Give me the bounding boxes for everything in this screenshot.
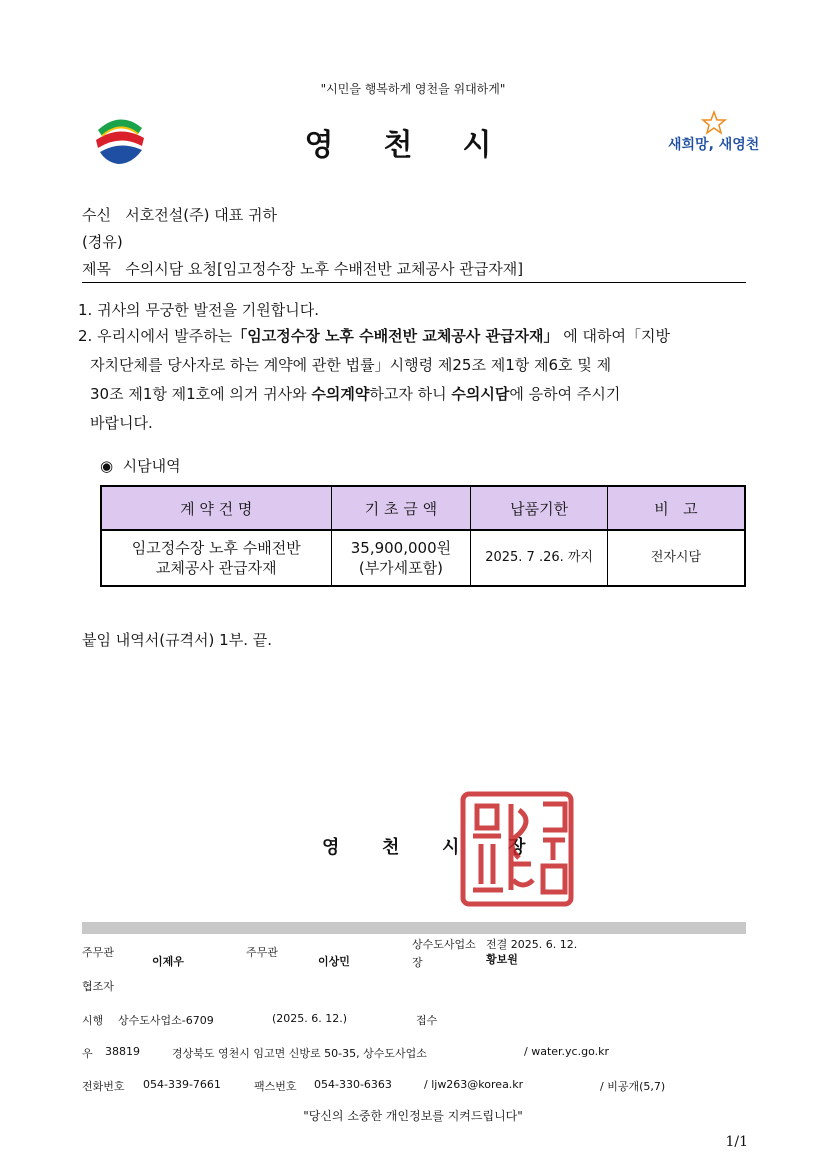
attachment: 붙임 내역서(규격서) 1부. 끝.: [82, 631, 272, 649]
fax-number: 054-330-6363: [314, 1078, 392, 1091]
amount-value: 35,900,000원: [350, 539, 452, 557]
via: (경유): [82, 233, 123, 251]
email-link[interactable]: / ljw263@korea.kr: [424, 1078, 524, 1091]
signatory-char: 천: [382, 837, 400, 858]
signatory-char: 영: [322, 837, 340, 858]
phone-number: 054-339-7661: [143, 1078, 221, 1091]
subject-label: 제목: [82, 260, 111, 278]
address: 경상북도 영천시 임고면 신방로 50-35, 상수도사업소: [172, 1047, 427, 1060]
page-number: 1/1: [725, 1134, 748, 1150]
para2-mid: 에 대하여「지방: [563, 327, 670, 345]
table-header: 납품기한: [471, 486, 608, 530]
amount-cell: [331, 530, 471, 586]
para2-line2: 자치단체를 당사자로 하는 계약에 관한 법률」시행령 제25조 제1항 제6호 및 제: [90, 356, 612, 374]
zip-code: 38819: [105, 1045, 140, 1058]
paragraph-2: [78, 322, 750, 438]
amount-vat-note: (부가세포함): [358, 559, 443, 577]
disclosure: / 비공개(5,7): [600, 1080, 666, 1093]
signatory-char: 시: [442, 837, 460, 858]
brand-text: 새희망, 새영천: [668, 137, 760, 153]
name-1: 이제우: [152, 955, 184, 968]
para2-line3b: 하고자 하니: [369, 385, 447, 403]
note-cell: 전자시담: [607, 530, 745, 586]
phone-label: 전화번호: [82, 1080, 125, 1093]
recipient: 서호전설(주) 대표 귀하: [125, 206, 277, 224]
enforce-number: 상수도사업소-6709: [118, 1014, 214, 1027]
project-name: 「임고정수장 노후 수배전반 교체공사 관급자재」: [232, 327, 559, 345]
para2-line3c: 에 응하여 주시기: [509, 385, 621, 403]
name-2: 이상민: [318, 955, 350, 968]
divider: [82, 282, 746, 283]
table-header: 기 초 금 액: [331, 486, 471, 530]
receive-label: 접수: [416, 1014, 438, 1027]
deadline-cell: 2025. 7 .26. 까지: [471, 530, 608, 586]
approval-note: 전결 2025. 6. 12.: [486, 938, 578, 951]
recipient-label: 수신: [82, 206, 111, 224]
privacy-notice: "당신의 소중한 개인정보를 지켜드립니다": [303, 1109, 523, 1123]
table-row: [101, 530, 745, 586]
contract-name-line: 임고정수장 노후 수배전반: [131, 539, 301, 557]
org-char: 천: [383, 128, 463, 163]
contract-name-line: 교체공사 관급자재: [155, 559, 277, 577]
org-char: 영: [304, 128, 384, 163]
para2-line4: 바랍니다.: [90, 414, 153, 432]
para2-line3a: 30조 제1항 제1호에 의거 귀사와: [90, 385, 307, 403]
role-3: 상수도사업소: [412, 938, 476, 951]
footer-bar: [82, 922, 746, 934]
name-3: 황보원: [486, 953, 518, 966]
website-link[interactable]: / water.yc.go.kr: [524, 1045, 609, 1058]
official-seal: [459, 790, 575, 908]
brand-logo: [666, 110, 760, 162]
table-header: 비 고: [607, 486, 745, 530]
contract-name-cell: [101, 530, 331, 586]
enforce-date: (2025. 6. 12.): [272, 1012, 348, 1025]
section-heading: [100, 452, 181, 481]
org-char: 시: [462, 128, 542, 163]
subject: 수의시담 요청[임고정수장 노후 수배전반 교체공사 관급자재]: [125, 260, 524, 278]
cooperator-label: 협조자: [82, 980, 114, 993]
bullet-icon: ◉: [100, 457, 114, 475]
keyword-contract: 수의계약: [311, 385, 370, 403]
role-2: 주무관: [246, 946, 278, 959]
bid-table: [100, 485, 746, 587]
keyword-negotiation: 수의시담: [451, 385, 510, 403]
role-3-suffix: 장: [412, 956, 423, 969]
table-header-row: [101, 486, 745, 530]
signatory-char: 장: [508, 837, 526, 858]
section-title: 시담내역: [122, 457, 181, 475]
zip-label: 우: [82, 1047, 93, 1060]
para2-prefix: 2. 우리시에서 발주하는: [78, 327, 233, 345]
paragraph-1: 1. 귀사의 무궁한 발전을 기원합니다.: [78, 301, 320, 319]
table-header: 계 약 건 명: [101, 486, 331, 530]
slogan: "시민을 행복하게 영천을 위대하게": [320, 82, 506, 96]
subject-line: [82, 258, 523, 279]
enforce-label: 시행: [82, 1014, 104, 1027]
role-1: 주무관: [82, 946, 114, 959]
recipient-line: [82, 204, 277, 225]
fax-label: 팩스번호: [254, 1080, 297, 1093]
